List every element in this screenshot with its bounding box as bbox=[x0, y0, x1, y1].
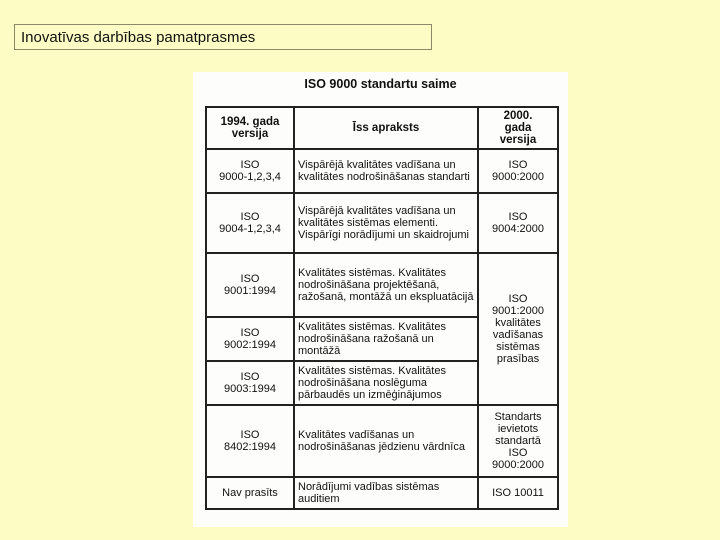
cell-1994-version: ISO 8402:1994 bbox=[206, 405, 294, 477]
cell-2000-version: ISO 10011 bbox=[478, 477, 558, 509]
cell-2000-version: ISO 9004:2000 bbox=[478, 193, 558, 253]
table-row bbox=[206, 477, 558, 509]
cell-description: Vispārējā kvalitātes vadīšana un kvalitātes sistēmas elementi. Vispārīgi norādījumi un skaidrojumi bbox=[294, 193, 478, 253]
table-row bbox=[206, 193, 558, 253]
column-header-1994: 1994. gada versija bbox=[206, 107, 294, 149]
cell-1994-version: ISO 9003:1994 bbox=[206, 361, 294, 405]
cell-description: Kvalitātes sistēmas. Kvalitātes nodrošināšana noslēguma pārbaudēs un izmēģinājumos bbox=[294, 361, 478, 405]
cell-2000-version: Standarts ievietots standartā ISO 9000:2000 bbox=[478, 405, 558, 477]
cell-description: Kvalitātes sistēmas. Kvalitātes nodrošināšana ražošanā un montāžā bbox=[294, 317, 478, 361]
cell-description: Vispārējā kvalitātes vadīšana un kvalitātes nodrošināšanas standarti bbox=[294, 149, 478, 193]
cell-description: Kvalitātes vadīšanas un nodrošināšanas jēdzienu vārdnīca bbox=[294, 405, 478, 477]
column-header-2000: 2000. gada versija bbox=[478, 107, 558, 149]
table-row bbox=[206, 253, 558, 317]
cell-1994-version: ISO 9002:1994 bbox=[206, 317, 294, 361]
slide-title: Inovatīvas darbības pamatprasmes bbox=[21, 29, 256, 46]
cell-2000-version: ISO 9000:2000 bbox=[478, 149, 558, 193]
cell-2000-version-merged: ISO 9001:2000 kvalitātes vadīšanas sistēmas prasības bbox=[478, 253, 558, 405]
cell-description: Norādījumi vadības sistēmas auditiem bbox=[294, 477, 478, 509]
table-row bbox=[206, 149, 558, 193]
slide-title-box bbox=[14, 24, 432, 50]
column-header-description: Īss apraksts bbox=[294, 107, 478, 149]
table-header-row bbox=[206, 107, 558, 149]
table-row bbox=[206, 405, 558, 477]
figure-heading: ISO 9000 standartu saime bbox=[304, 77, 457, 91]
cell-1994-version: ISO 9000-1,2,3,4 bbox=[206, 149, 294, 193]
iso-standards-table bbox=[205, 106, 559, 510]
cell-description: Kvalitātes sistēmas. Kvalitātes nodrošināšana projektēšanā, ražošanā, montāžā un ekspluatācijā bbox=[294, 253, 478, 317]
cell-1994-version: ISO 9004-1,2,3,4 bbox=[206, 193, 294, 253]
cell-1994-version: Nav prasīts bbox=[206, 477, 294, 509]
scanned-figure bbox=[193, 72, 568, 527]
cell-1994-version: ISO 9001:1994 bbox=[206, 253, 294, 317]
